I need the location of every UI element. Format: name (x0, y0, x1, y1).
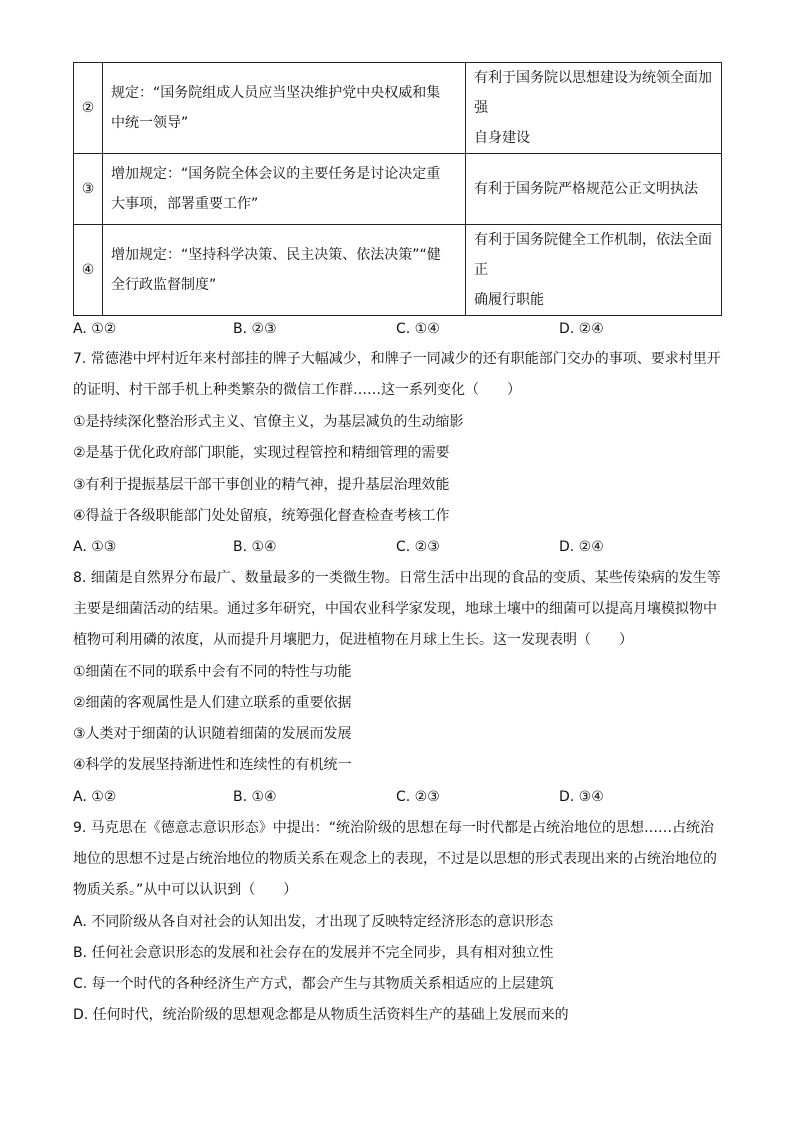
table-cell-provision (103, 225, 466, 316)
q8-statement: ③人类对于细菌的认识随着细菌的发展而发展 (73, 726, 352, 742)
cell-line: 中统一领导” (111, 115, 189, 131)
option-a[interactable]: A. ①② (73, 789, 117, 805)
q7-statement: ④得益于各级职能部门处处留痕，统筹强化督查检查考核工作 (73, 508, 450, 524)
option-b[interactable]: B. ②③ (233, 321, 277, 337)
comparison-table (73, 62, 722, 316)
q9-choice-b[interactable]: B. 任何社会意识形态的发展和社会存在的发展并不完全同步，具有相对独立性 (73, 945, 554, 961)
table-cell-effect (466, 154, 722, 225)
q9-stem-line: 9. 马克思在《德意志意识形态》中提出：“统治阶级的思想在每一时代都是占统治地位的思想……占统治 (73, 820, 715, 836)
q9-stem-line: 地位的思想不过是占统治地位的物质关系在观念上的表现，不过是以思想的形式表现出来的占统治地位的 (73, 851, 717, 867)
q9-stem-line: 物质关系。”从中可以认识到（ ） (73, 882, 298, 898)
q7-statement: ①是持续深化整治形式主义、官僚主义，为基层减负的生动缩影 (73, 414, 464, 430)
option-d[interactable]: D. ③④ (559, 789, 604, 805)
table-row (74, 154, 722, 225)
q9-choice-a[interactable]: A. 不同阶级从各自对社会的认知出发，才出现了反映特定经济形态的意识形态 (73, 914, 554, 930)
option-a[interactable]: A. ①② (73, 321, 117, 337)
q7-statement: ③有利于提振基层干部干事创业的精气神，提升基层治理效能 (73, 477, 450, 493)
cell-line: 增加规定：“国务院全体会议的主要任务是讨论决定重 (111, 166, 441, 182)
option-d[interactable]: D. ②④ (559, 539, 604, 555)
table-row (74, 225, 722, 316)
option-a[interactable]: A. ①③ (73, 539, 117, 555)
q7-statement: ②是基于优化政府部门职能，实现过程管控和精细管理的需要 (73, 445, 450, 461)
option-c[interactable]: C. ②③ (396, 789, 440, 805)
cell-line: 规定：“国务院组成人员应当坚决维护党中央权威和集 (111, 85, 441, 101)
cell-line: 全行政监督制度” (111, 277, 217, 293)
row-number: ② (74, 63, 103, 154)
q7-options (73, 537, 733, 557)
table-cell-provision (103, 63, 466, 154)
q8-statement: ①细菌在不同的联系中会有不同的特性与功能 (73, 664, 352, 680)
q8-statement: ④科学的发展坚持渐进性和连续性的有机统一 (73, 757, 352, 773)
option-c[interactable]: C. ①④ (396, 321, 440, 337)
table-row (74, 63, 722, 154)
q8-stem-line: 8. 细菌是自然界分布最广、数量最多的一类微生物。日常生活中出现的食品的变质、某些传染病的发生等 (73, 570, 721, 586)
q6-options (73, 319, 733, 339)
q7-stem-line: 7. 常德港中坪村近年来村部挂的牌子大幅减少，和牌子一同减少的还有职能部门交办的事项、要求村里开 (73, 351, 721, 367)
cell-line: 确履行职能 (474, 292, 544, 308)
q8-stem-line: 植物可利用磷的浓度，从而提升月壤肥力，促进植物在月球上生长。这一发现表明（ ） (73, 632, 633, 648)
cell-line: 自身建设 (474, 130, 530, 146)
cell-line: 增加规定：“坚持科学决策、民主决策、依法决策”“健 (111, 247, 441, 263)
option-d[interactable]: D. ②④ (559, 321, 604, 337)
table-cell-effect (466, 225, 722, 316)
table-cell-effect (466, 63, 722, 154)
row-number: ③ (74, 154, 103, 225)
q9-choice-d[interactable]: D. 任何时代，统治阶级的思想观念都是从物质生活资料生产的基础上发展而来的 (73, 1007, 569, 1023)
cell-line: 有利于国务院严格规范公正文明执法 (474, 181, 698, 197)
q8-statement: ②细菌的客观属性是人们建立联系的重要依据 (73, 695, 352, 711)
option-b[interactable]: B. ①④ (233, 789, 277, 805)
q7-stem-line: 的证明、村干部手机上种类繁杂的微信工作群……这一系列变化（ ） (73, 382, 521, 398)
option-b[interactable]: B. ①④ (233, 539, 277, 555)
cell-line: 有利于国务院以思想建设为统领全面加强 (474, 70, 712, 116)
cell-line: 有利于国务院健全工作机制，依法全面正 (474, 232, 712, 278)
option-c[interactable]: C. ②③ (396, 539, 440, 555)
q8-options (73, 787, 733, 807)
cell-line: 大事项，部署重要工作” (111, 196, 259, 212)
table-cell-provision (103, 154, 466, 225)
row-number: ④ (74, 225, 103, 316)
q8-stem-line: 主要是细菌活动的结果。通过多年研究，中国农业科学家发现，地球土壤中的细菌可以提高月壤模拟物中 (73, 601, 717, 617)
q9-choice-c[interactable]: C. 每一个时代的各种经济生产方式，都会产生与其物质关系相适应的上层建筑 (73, 976, 554, 992)
